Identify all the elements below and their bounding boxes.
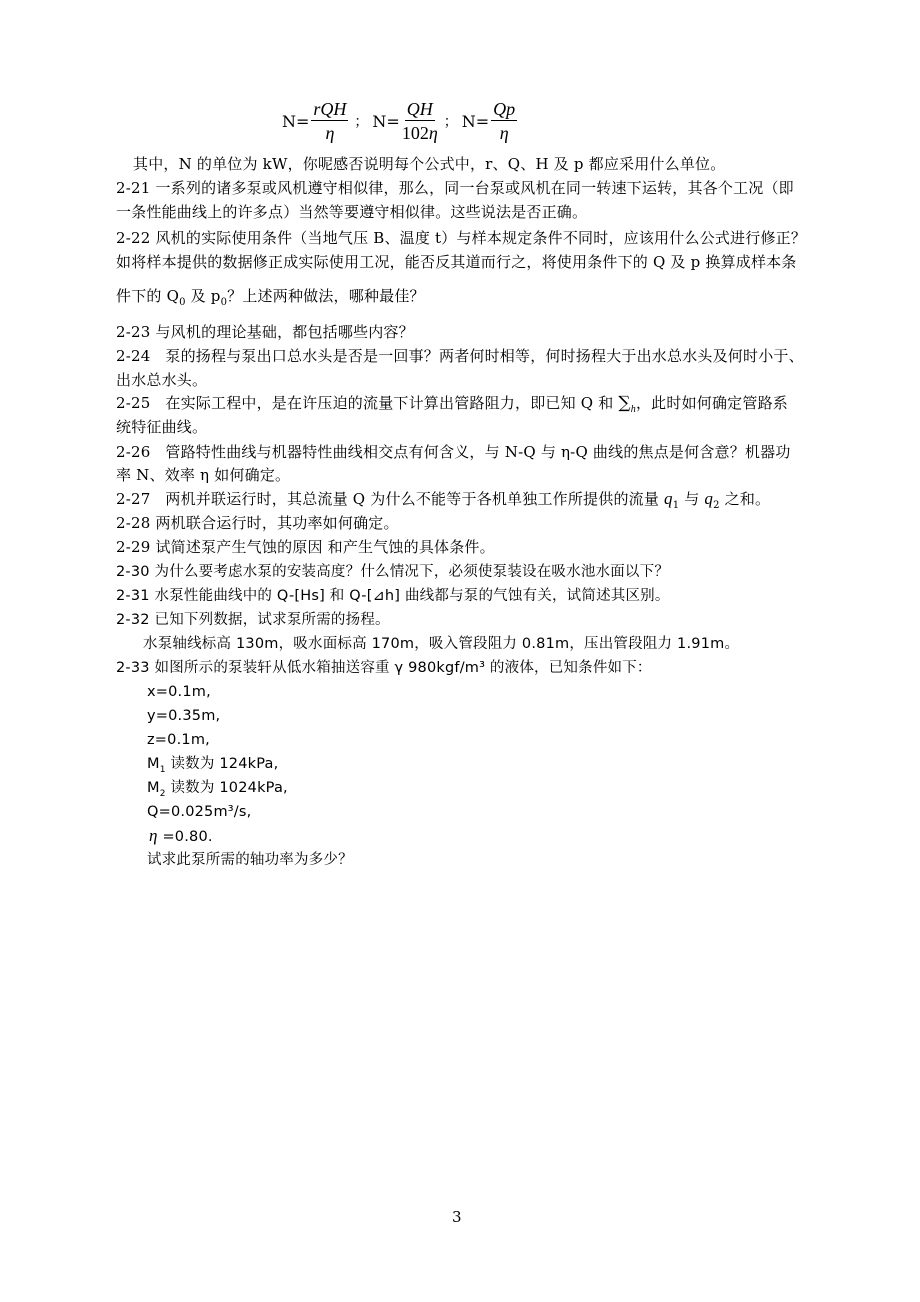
- question-2-24: 2-24 泵的扬程与泵出口总水头是否是一回事？两者何时相等，何时扬程大于出水总水头及何时小于、: [116, 347, 804, 365]
- given-z: z=0.1m,: [147, 732, 210, 748]
- text-line: 其中，N 的单位为 kW，你呢感否说明每个公式中，r、Q、H 及 p 都应采用什么单位。: [133, 155, 726, 173]
- question-2-32: 2-32 已知下列数据，试求泵所需的扬程。: [116, 612, 390, 628]
- question-2-27: 2-27 两机并联运行时，其总流量 Q 为什么不能等于各机单独工作所提供的流量 $q_1$ 与 $q_2$ 之和。: [116, 489, 771, 511]
- question-2-33: 2-33 如图所示的泵装轩从低水箱抽送容重 γ 980kgf/m³ 的液体，已知条件如下：: [116, 660, 652, 676]
- given-m2: $M_2$ 读数为 1024kPa,: [147, 780, 288, 799]
- question-2-29: 2-29 试简述泵产生气蚀的原因 和产生气蚀的具体条件。: [116, 538, 495, 556]
- fraction-qp: [491, 98, 517, 145]
- question-2-31: 2-31 水泵性能曲线中的 Q-[Hs] 和 Q-[⊿h] 曲线都与泵的气蚀有关，试简述其区别。: [116, 588, 670, 604]
- question-2-28: 2-28 两机联合运行时，其功率如何确定。: [116, 514, 399, 532]
- n-label-3: N=: [461, 111, 490, 131]
- fraction-numerator: QH: [406, 98, 433, 119]
- text-line: 率 N、效率 η 如何确定。: [116, 466, 291, 484]
- given-eta: η =0.80.: [149, 826, 213, 845]
- fraction-rqh: [311, 98, 348, 145]
- n-label-2: N=: [372, 111, 400, 131]
- question-2-23: 2-23 与风机的理论基础，都包括哪些内容？: [116, 323, 414, 341]
- question-2-25: 2-25 在实际工程中，是在许压迫的流量下计算出管路阻力，即已知 Q 和 $\sum_h$，此时如何确定管路系: [116, 393, 788, 415]
- question-2-33-ask: 试求此泵所需的轴功率为多少？: [147, 852, 353, 868]
- question-2-21: 2-21 一系列的诸多泵或风机遵守相似律，那么，同一台泵或风机在同一转速下运转，其各个工况（即: [116, 179, 794, 197]
- n-label-1: N=: [282, 111, 310, 131]
- power-formulas: [282, 96, 519, 146]
- given-y: y=0.35m,: [147, 708, 221, 724]
- given-x: x=0.1m,: [147, 684, 211, 700]
- fraction-denominator: 102η: [401, 122, 438, 143]
- fraction-denominator: η: [325, 122, 335, 143]
- text-line: 出水总水头。: [116, 371, 208, 389]
- given-q: Q=0.025m³/s,: [147, 804, 252, 820]
- separator: ；: [443, 114, 458, 130]
- fraction-qh: [402, 98, 438, 145]
- text-line: 如将样本提供的数据修正成实际使用工况，能否反其道而行之，将使用条件下的 Q 及 p 换算成样本条: [116, 253, 797, 271]
- given-m1: $M_1$ 读数为 124kPa,: [147, 756, 279, 775]
- question-2-26: 2-26 管路特性曲线与机器特性曲线相交点有何含义，与 N-Q 与 η-Q 曲线的焦点是何含意？机器功: [116, 443, 791, 461]
- separator: ；: [354, 114, 369, 130]
- text-line: 一条性能曲线上的许多点）当然等要遵守相似律。这些说法是否正确。: [116, 203, 588, 221]
- page-number: 3: [452, 1208, 462, 1226]
- question-2-22: 2-22 风机的实际使用条件（当地气压 B、温度 t）与样本规定条件不同时，应该用什么公式进行修正？: [116, 229, 807, 247]
- text-line: 件下的 $Q_0$ 及 $p_0$？上述两种做法，哪种最佳？: [116, 287, 425, 308]
- fraction-numerator: Qp: [493, 98, 516, 119]
- question-2-30: 2-30 为什么要考虑水泵的安装高度？什么情况下，必须使泵装设在吸水池水面以下？: [116, 564, 670, 580]
- fraction-denominator: η: [499, 122, 509, 143]
- text-line: 统特征曲线。: [116, 418, 208, 436]
- question-2-32-data: 水泵轴线标高 130m，吸水面标高 170m，吸入管段阻力 0.81m，压出管段阻力 1.91m。: [143, 636, 740, 652]
- fraction-numerator: rQH: [313, 98, 347, 119]
